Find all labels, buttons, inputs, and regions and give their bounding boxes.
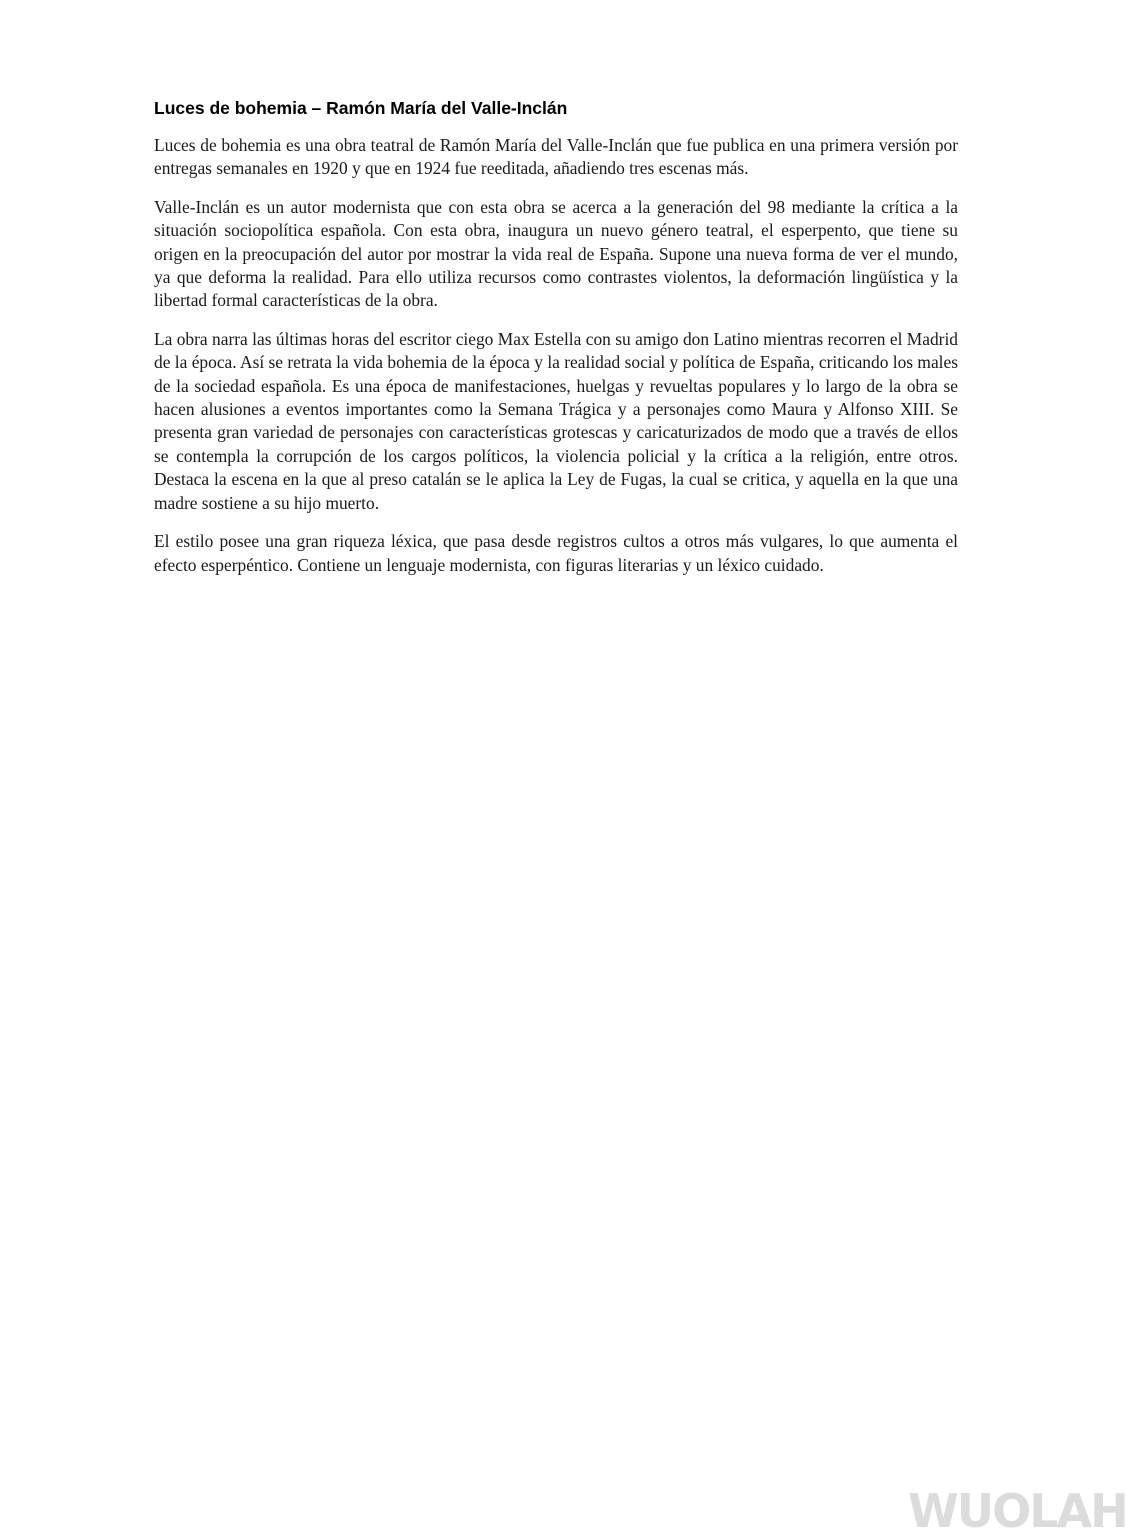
paragraph-esperpento: Valle-Inclán es un autor modernista que con esta obra se acerca a la generación del 98 mediante la crítica a la situación sociopolítica española. Con esta obra, inaugura un nuevo género teatral, el esperpento, que tiene su origen en la preocupación del autor por mostrar la vida real de España. Supone una nueva forma de ver el mundo, ya que deforma la realidad. Para ello utiliza recursos como contrastes violentos, la deformación lingüística y la libertad formal características de la obra. [154,196,958,311]
document-title: Luces de bohemia – Ramón María del Valle-Inclán [154,98,568,118]
watermark-text: WUOLAH [908,1484,1127,1538]
paragraph-plot: La obra narra las últimas horas del escritor ciego Max Estella con su amigo don Latino mientras recorren el Madrid de la época. Así se retrata la vida bohemia de la época y la realidad social y política de España, criticando los males de la sociedad española. Es una época de manifestaciones, huelgas y revueltas populares y lo largo de la obra se hacen alusiones a eventos importantes como la Semana Trágica y a personajes como Maura y Alfonso XIII. Se presenta gran variedad de personajes con características grotescas y caricaturizados de modo que a través de ellos se contempla la corrupción de los cargos políticos, la violencia policial y la crítica a la religión, entre otros. Destaca la escena en la que al preso catalán se le aplica la Ley de Fugas, la cual se critica, y aquella en la que una madre sostiene a su hijo muerto. [154,328,958,513]
document-body [154,96,958,592]
paragraph-style: El estilo posee una gran riqueza léxica, que pasa desde registros cultos a otros más vulgares, lo que aumenta el efecto esperpéntico. Contiene un lenguaje modernista, con figuras literarias y un léxico cuidado. [154,531,958,575]
paragraph-intro: Luces de bohemia es una obra teatral de Ramón María del Valle-Inclán que fue publica en una primera versión por entregas semanales en 1920 y que en 1924 fue reeditada, añadiendo tres escenas más. [154,135,958,179]
wuolah-watermark-logo [908,1484,1127,1538]
